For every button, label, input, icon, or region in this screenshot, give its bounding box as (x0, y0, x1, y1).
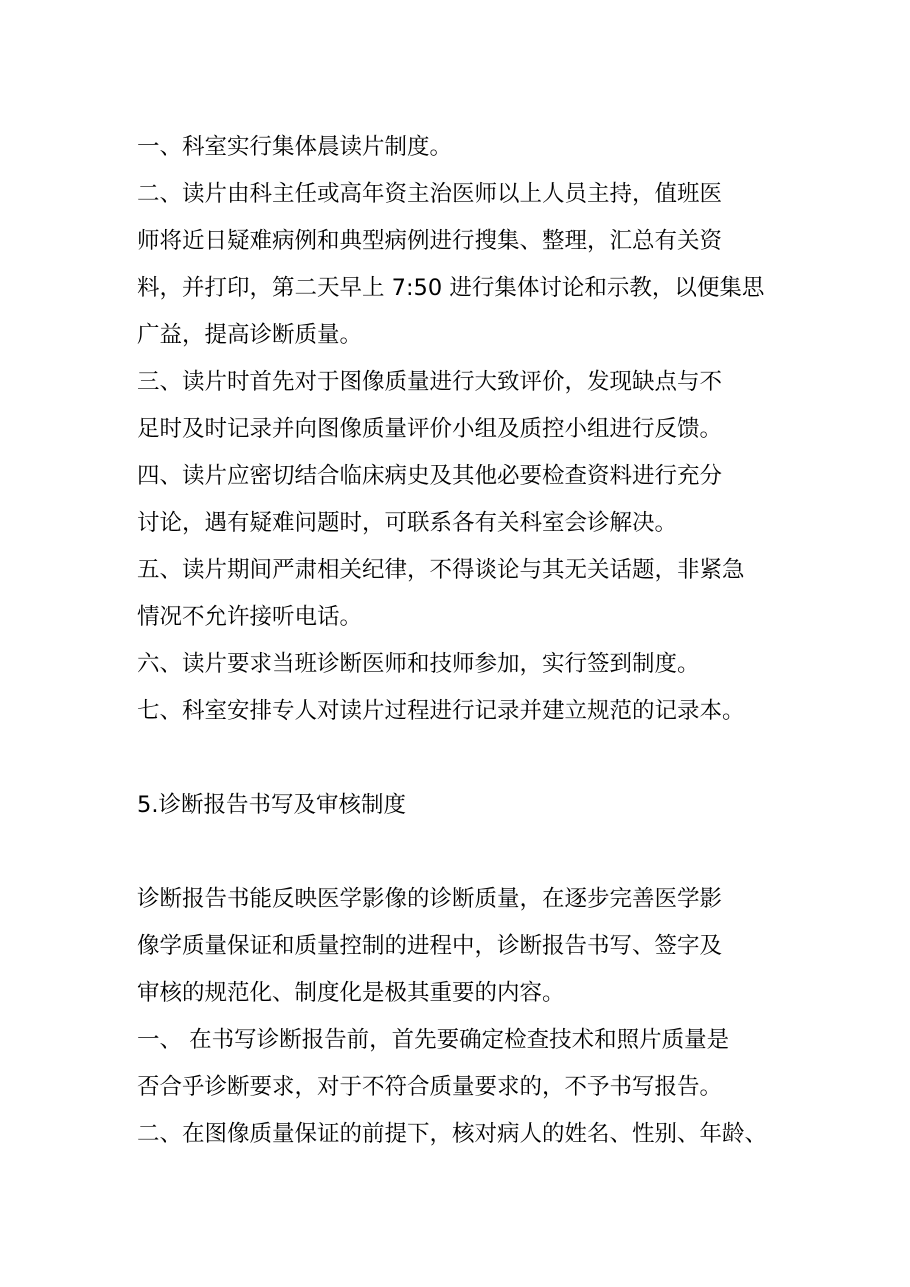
rule-line: 六、读片要求当班诊断医师和技师参加，实行签到制度。 (137, 651, 700, 677)
rule-line: 三、读片时首先对于图像质量进行大致评价，发现缺点与不 (137, 369, 723, 395)
paragraph-line: 审核的规范化、制度化是极其重要的内容。 (137, 980, 565, 1006)
rule-line: 讨论，遇有疑难问题时，可联系各有关科室会诊解决。 (137, 510, 678, 536)
paragraph-line: 二、在图像质量保证的前提下，核对病人的姓名、性别、年龄、 (137, 1121, 768, 1147)
spacer (137, 829, 797, 876)
section-heading: 5.诊断报告书写及审核制度 (137, 792, 406, 818)
spacer (137, 735, 797, 782)
rule-line: 二、读片由科主任或高年资主治医师以上人员主持，值班医 (137, 181, 723, 207)
rule-line: 广益，提高诊断质量。 (137, 322, 363, 348)
document-body (137, 124, 797, 1158)
rule-line: 四、读片应密切结合临床病史及其他必要检查资料进行充分 (137, 463, 723, 489)
rule-line: 足时及时记录并向图像质量评价小组及质控小组进行反馈。 (137, 416, 723, 442)
rule-line: 七、科室安排专人对读片过程进行记录并建立规范的记录本。 (137, 698, 745, 724)
rule-line: 师将近日疑难病例和典型病例进行搜集、整理，汇总有关资 (137, 228, 723, 254)
paragraph-line: 否合乎诊断要求，对于不符合质量要求的，不予书写报告。 (137, 1074, 723, 1100)
paragraph-line: 一、 在书写诊断报告前，首先要确定检查技术和照片质量是 (137, 1027, 730, 1053)
rule-line: 一、科室实行集体晨读片制度。 (137, 134, 453, 160)
rule-line: 料，并打印，第二天早上 7:50 进行集体讨论和示教，以便集思 (137, 275, 765, 301)
rule-line: 五、读片期间严肃相关纪律，不得谈论与其无关话题，非紧急 (137, 557, 745, 583)
rule-line: 情况不允许接听电话。 (137, 604, 363, 630)
paragraph-line: 诊断报告书能反映医学影像的诊断质量，在逐步完善医学影 (137, 886, 723, 912)
reading-rules-section (137, 124, 797, 735)
report-rules-section (137, 876, 797, 1158)
paragraph-line: 像学质量保证和质量控制的进程中，诊断报告书写、签字及 (137, 933, 723, 959)
